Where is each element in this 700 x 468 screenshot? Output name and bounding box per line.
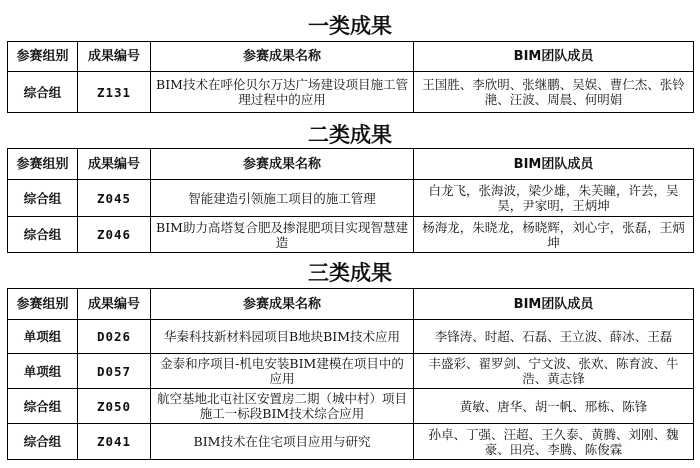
table-header-row — [8, 42, 694, 72]
cell-group: 综合组 — [8, 217, 78, 253]
header-code: 成果编号 — [78, 289, 151, 320]
table-row — [8, 424, 694, 460]
cell-name: 航空基地北屯社区安置房二期（城中村）项目施工一标段BIM技术综合应用 — [151, 389, 414, 424]
header-name: 参赛成果名称 — [151, 42, 414, 72]
cell-team: 杨海龙，朱晓龙，杨晓辉，刘心宇，张磊，王炳坤 — [414, 217, 694, 253]
cell-name: 智能建造引领施工项目的施工管理 — [151, 180, 414, 217]
cell-code: Z046 — [78, 217, 151, 253]
section-title: 三类成果 — [308, 260, 392, 285]
cell-team: 王国胜、李欣明、张继鹏、吴娱、曹仁杰、张铃滟、汪波、周晨、何明娟 — [414, 72, 694, 113]
header-group: 参赛组别 — [8, 149, 78, 180]
cell-team: 白龙飞，张海波，梁少雄，朱芙瞳，许芸，吴昊，尹家明，王炳坤 — [414, 180, 694, 217]
cell-name: 华秦科技新材料园项目B地块BIM技术应用 — [151, 320, 414, 354]
cell-group: 单项组 — [8, 354, 78, 389]
cell-group: 综合组 — [8, 180, 78, 217]
table-header-row — [8, 289, 694, 320]
cell-name: 金泰和序项目-机电安装BIM建模在项目中的应用 — [151, 354, 414, 389]
header-team: BIM团队成员 — [414, 289, 694, 320]
table-row — [8, 354, 694, 389]
cell-group: 单项组 — [8, 320, 78, 354]
section-title: 二类成果 — [308, 122, 392, 147]
table-header-row — [8, 149, 694, 180]
cell-name: BIM技术在呼伦贝尔万达广场建设项目施工管理过程中的应用 — [151, 72, 414, 113]
table-row — [8, 180, 694, 217]
cell-code: Z131 — [78, 72, 151, 113]
cell-code: Z050 — [78, 389, 151, 424]
section-title: 一类成果 — [308, 13, 392, 38]
table-row — [8, 389, 694, 424]
cell-group: 综合组 — [8, 389, 78, 424]
header-name: 参赛成果名称 — [151, 289, 414, 320]
results-table — [7, 148, 694, 253]
cell-code: D026 — [78, 320, 151, 354]
results-table — [7, 41, 694, 113]
header-group: 参赛组别 — [8, 42, 78, 72]
cell-team: 黄敏、唐华、胡一帆、邢栋、陈锋 — [414, 389, 694, 424]
cell-code: Z041 — [78, 424, 151, 460]
header-team: BIM团队成员 — [414, 149, 694, 180]
results-table — [7, 288, 694, 460]
cell-team: 孙卓、丁强、汪超、王久泰、黄腾、刘刚、魏豪、田亮、李腾、陈俊霖 — [414, 424, 694, 460]
table-row — [8, 72, 694, 113]
table-row — [8, 217, 694, 253]
cell-name: BIM技术在住宅项目应用与研究 — [151, 424, 414, 460]
cell-team: 丰盛彩、翟罗剑、宁文波、张欢、陈育波、牛浩、黄志锋 — [414, 354, 694, 389]
cell-name: BIM助力高塔复合肥及掺混肥项目实现智慧建造 — [151, 217, 414, 253]
header-code: 成果编号 — [78, 149, 151, 180]
header-name: 参赛成果名称 — [151, 149, 414, 180]
cell-code: Z045 — [78, 180, 151, 217]
header-team: BIM团队成员 — [414, 42, 694, 72]
cell-group: 综合组 — [8, 72, 78, 113]
cell-group: 综合组 — [8, 424, 78, 460]
header-group: 参赛组别 — [8, 289, 78, 320]
cell-team: 李锋涛、时超、石磊、王立波、薛冰、王磊 — [414, 320, 694, 354]
table-row — [8, 320, 694, 354]
header-code: 成果编号 — [78, 42, 151, 72]
cell-code: D057 — [78, 354, 151, 389]
